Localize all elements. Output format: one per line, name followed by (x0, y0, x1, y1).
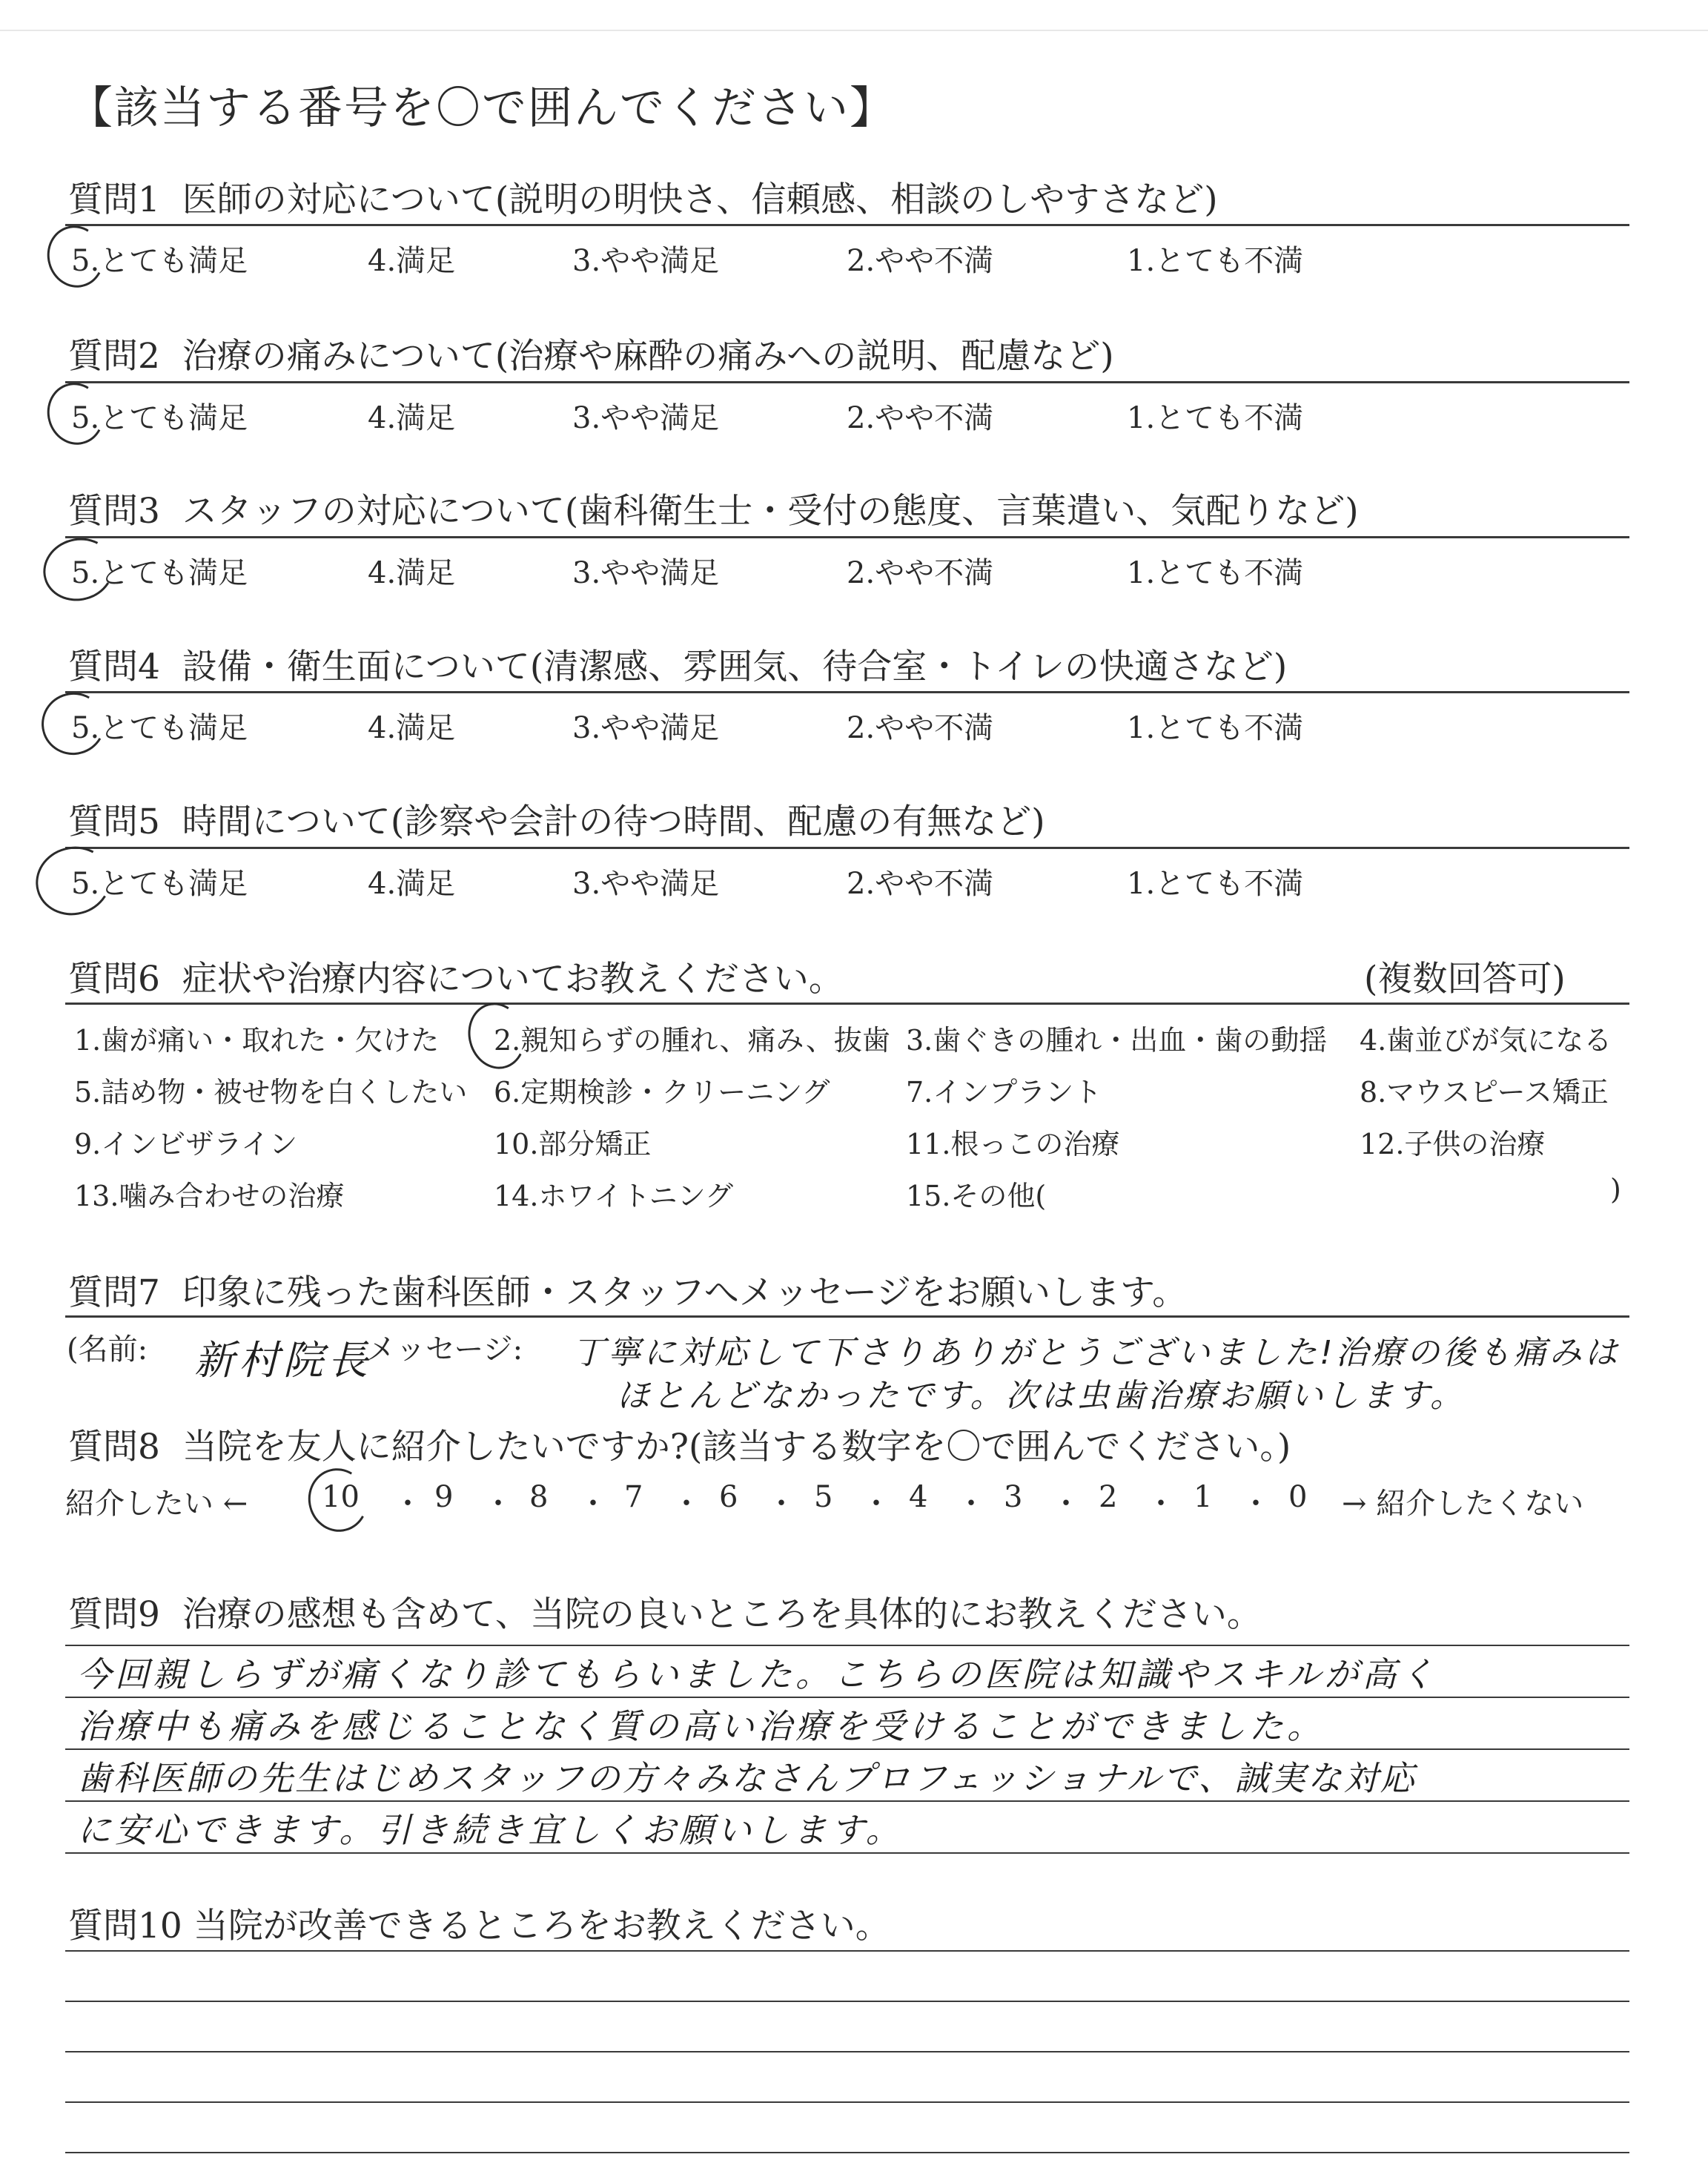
question-4-text: 設備・衛生面について(清潔感、雰囲気、待合室・トイレの快適さなど) (182, 647, 1288, 687)
q8-scale-10[interactable]: 10 (322, 1480, 360, 1514)
question-6-label: 質問6 (68, 959, 160, 1000)
divider (65, 381, 1629, 383)
q1-option-2[interactable]: 2.やや不満 (847, 244, 994, 278)
q2-option-2[interactable]: 2.やや不満 (847, 401, 994, 435)
q8-left-label: 紹介したい ← (65, 1487, 248, 1521)
q4-option-5[interactable]: 5.とても満足 (71, 711, 248, 745)
q8-separator: ・ (1146, 1487, 1176, 1521)
question-9 (68, 1587, 1262, 1636)
q5-option-1[interactable]: 1.とても不満 (1127, 867, 1304, 901)
question-2-label: 質問2 (68, 336, 160, 377)
q4-selection-mark (35, 685, 113, 762)
q1-option-4[interactable]: 4.満足 (368, 244, 456, 278)
answer-line (65, 2051, 1629, 2052)
answer-line (65, 2101, 1629, 2103)
answer-line (65, 1800, 1629, 1802)
question-7-text: 印象に残った歯科医師・スタッフへメッセージをお願いします。 (182, 1272, 1188, 1313)
q7-message-line-2[interactable]: ほとんどなかったです。次は虫歯治療お願いします。 (617, 1377, 1466, 1415)
answer-line (65, 2001, 1629, 2002)
question-5-text: 時間について(診察や会計の待つ時間、配慮の有無など) (182, 802, 1045, 842)
question-4 (68, 639, 1287, 689)
q6-option-3[interactable]: 3.歯ぐきの腫れ・出血・歯の動揺 (906, 1024, 1328, 1057)
question-2-text: 治療の痛みについて(治療や麻酔の痛みへの説明、配慮など) (182, 336, 1114, 377)
q9-answer-line-4[interactable]: に安心できます。引き続き宜しくお願いします。 (77, 1810, 904, 1850)
q8-scale-0[interactable]: 0 (1288, 1480, 1308, 1514)
q8-separator: ・ (767, 1487, 796, 1521)
q6-option-15-close: ) (1610, 1173, 1621, 1206)
question-1-label: 質問1 (68, 179, 160, 220)
question-3 (68, 483, 1359, 533)
q8-separator: ・ (483, 1487, 513, 1521)
q6-option-2[interactable]: 2.親知らずの腫れ、痛み、抜歯 (494, 1024, 890, 1057)
question-6 (68, 951, 844, 1001)
q5-option-4[interactable]: 4.満足 (368, 867, 456, 901)
q3-selection-mark (36, 530, 121, 609)
q5-option-2[interactable]: 2.やや不満 (847, 867, 994, 901)
q6-option-7[interactable]: 7.インプラント (906, 1076, 1102, 1109)
q9-answer-line-3[interactable]: 歯科医師の先生はじめスタッフの方々みなさんプロフェッショナルで、誠実な対応 (77, 1758, 1417, 1798)
q6-option-9[interactable]: 9.インビザライン (74, 1128, 298, 1160)
q6-option-11[interactable]: 11.根っこの治療 (906, 1128, 1120, 1160)
answer-line (65, 1697, 1629, 1698)
q5-selection-mark (28, 838, 119, 923)
q3-option-1[interactable]: 1.とても不満 (1127, 556, 1304, 590)
q4-option-1[interactable]: 1.とても不満 (1127, 711, 1304, 745)
answer-line (65, 1950, 1629, 1952)
q3-option-5[interactable]: 5.とても満足 (71, 556, 248, 590)
q6-selection-mark (461, 997, 533, 1076)
q4-option-3[interactable]: 3.やや満足 (572, 711, 720, 745)
question-10-label: 質問10 (68, 1906, 182, 1946)
q8-scale-9[interactable]: 9 (434, 1480, 454, 1514)
answer-line (65, 1852, 1629, 1854)
question-8 (68, 1419, 1291, 1469)
q8-scale-5[interactable]: 5 (814, 1480, 833, 1514)
question-5 (68, 794, 1045, 844)
q8-scale-6[interactable]: 6 (719, 1480, 738, 1514)
q4-option-4[interactable]: 4.満足 (368, 711, 456, 745)
q8-separator: ・ (578, 1487, 608, 1521)
q1-option-1[interactable]: 1.とても不満 (1127, 244, 1304, 278)
q9-answer-line-1[interactable]: 今回親しらずが痛くなり診てもらいました。こちらの医院は知識やスキルが高く (77, 1654, 1438, 1694)
form-title: 【該当する番号を〇で囲んでください】 (68, 82, 896, 134)
q3-option-2[interactable]: 2.やや不満 (847, 556, 994, 590)
q9-answer-line-2[interactable]: 治療中も痛みを感じることなく質の高い治療を受けることができました。 (77, 1706, 1325, 1746)
q1-option-5[interactable]: 5.とても満足 (71, 244, 248, 278)
q8-scale-7[interactable]: 7 (624, 1480, 643, 1514)
q1-selection-mark (40, 219, 110, 294)
question-3-label: 質問3 (68, 491, 160, 532)
q8-separator: ・ (672, 1487, 701, 1521)
question-3-text: スタッフの対応について(歯科衛生士・受付の態度、言葉遣い、気配りなど) (182, 491, 1359, 532)
q6-option-4[interactable]: 4.歯並びが気になる (1360, 1024, 1612, 1057)
q2-option-3[interactable]: 3.やや満足 (572, 401, 720, 435)
divider (65, 1003, 1629, 1005)
q8-separator: ・ (861, 1487, 891, 1521)
question-8-label: 質問8 (68, 1427, 160, 1467)
q8-scale-2[interactable]: 2 (1099, 1480, 1118, 1514)
question-4-label: 質問4 (68, 647, 160, 687)
q3-option-3[interactable]: 3.やや満足 (572, 556, 720, 590)
q6-option-14[interactable]: 14.ホワイトニング (494, 1180, 734, 1212)
q1-option-3[interactable]: 3.やや満足 (572, 244, 720, 278)
q2-selection-mark (40, 377, 110, 452)
q6-option-13[interactable]: 13.噛み合わせの治療 (74, 1180, 345, 1212)
q7-message-line-1[interactable]: 丁寧に対応して下さりありがとうございました!治療の後も痛みは (572, 1334, 1621, 1372)
q2-option-5[interactable]: 5.とても満足 (71, 401, 248, 435)
q5-option-3[interactable]: 3.やや満足 (572, 867, 720, 901)
q6-option-8[interactable]: 8.マウスピース矯正 (1360, 1076, 1609, 1109)
question-1-text: 医師の対応について(説明の明快さ、信頼感、相談のしやすさなど) (182, 179, 1218, 220)
q8-separator: ・ (1051, 1487, 1081, 1521)
q7-message-label: メッセージ: (366, 1332, 523, 1367)
answer-line (65, 1645, 1629, 1646)
question-6-note: (複数回答可) (1364, 959, 1566, 1000)
question-7 (68, 1265, 1187, 1315)
q7-name-value[interactable]: 新村院長 (194, 1337, 372, 1384)
q6-option-1[interactable]: 1.歯が痛い・取れた・欠けた (74, 1024, 440, 1057)
q8-selection-mark (301, 1462, 375, 1539)
question-8-text: 当院を友人に紹介したいですか?(該当する数字を〇で囲んでください。) (182, 1427, 1291, 1467)
q2-option-4[interactable]: 4.満足 (368, 401, 456, 435)
q6-option-10[interactable]: 10.部分矯正 (494, 1128, 652, 1160)
q8-separator: ・ (393, 1487, 423, 1521)
divider (65, 691, 1629, 693)
q6-option-15[interactable]: 15.その他( (906, 1180, 1047, 1212)
scan-edge (0, 30, 1708, 31)
divider (65, 224, 1629, 226)
q6-option-6[interactable]: 6.定期検診・クリーニング (494, 1076, 830, 1109)
question-6-text: 症状や治療内容についてお教えください。 (182, 959, 844, 1000)
q8-scale-4[interactable]: 4 (909, 1480, 928, 1514)
q8-separator: ・ (1241, 1487, 1271, 1521)
question-1 (68, 172, 1218, 222)
q3-option-4[interactable]: 4.満足 (368, 556, 456, 590)
divider (65, 1315, 1629, 1318)
answer-line (65, 2152, 1629, 2153)
q6-option-5[interactable]: 5.詰め物・被せ物を白くしたい (74, 1076, 468, 1109)
answer-line (65, 1748, 1629, 1750)
divider (65, 847, 1629, 849)
question-9-text: 治療の感想も含めて、当院の良いところを具体的にお教えください。 (182, 1594, 1262, 1635)
q6-option-12[interactable]: 12.子供の治療 (1360, 1128, 1546, 1160)
q5-option-5[interactable]: 5.とても満足 (71, 867, 248, 901)
question-2 (68, 328, 1114, 378)
q8-separator: ・ (956, 1487, 986, 1521)
question-5-label: 質問5 (68, 802, 160, 842)
question-7-label: 質問7 (68, 1272, 160, 1313)
question-9-label: 質問9 (68, 1594, 160, 1635)
q8-right-label: → 紹介したくない (1342, 1487, 1584, 1521)
q2-option-1[interactable]: 1.とても不満 (1127, 401, 1304, 435)
q4-option-2[interactable]: 2.やや不満 (847, 711, 994, 745)
divider (65, 536, 1629, 538)
q8-scale-1[interactable]: 1 (1194, 1480, 1213, 1514)
q8-scale-3[interactable]: 3 (1004, 1480, 1023, 1514)
q8-scale-8[interactable]: 8 (529, 1480, 549, 1514)
q7-name-label: (名前: (67, 1332, 148, 1367)
question-10 (68, 1898, 890, 1948)
question-10-text: 当院が改善できるところをお教えください。 (193, 1906, 890, 1946)
